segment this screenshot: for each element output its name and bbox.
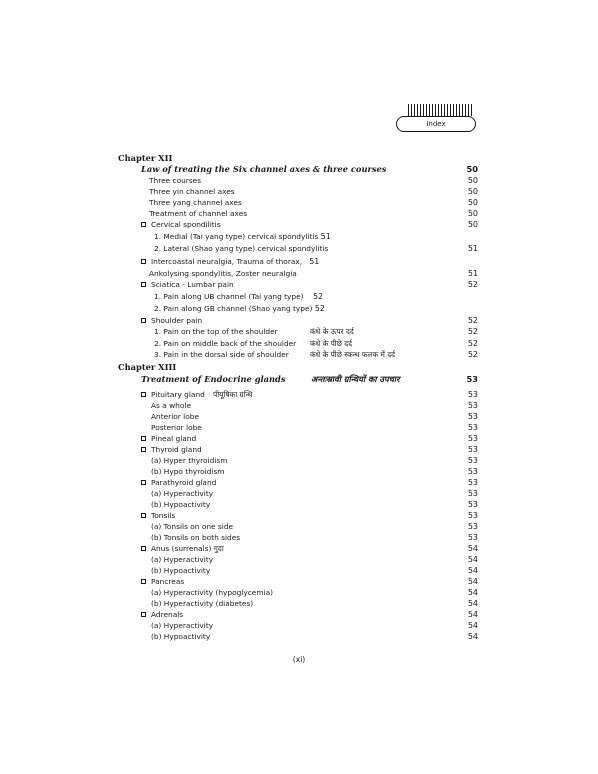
- index-entry: [0, 187, 598, 198]
- index-entry: [0, 533, 598, 544]
- index-entry: [0, 220, 598, 231]
- index-entry: [0, 445, 598, 456]
- checkbox-bullet-icon: [141, 513, 146, 518]
- entry-text: Three yin channel axes: [149, 187, 235, 196]
- page-number: 54: [467, 577, 478, 586]
- entry-hindi-text: कंधे के पीछे दर्द: [310, 339, 353, 348]
- entry-text: 3. Pain in the dorsal side of shoulder: [154, 350, 289, 359]
- checkbox-bullet-icon: [141, 259, 146, 264]
- page-footer-number: (xi): [292, 655, 306, 664]
- page-number: 53: [467, 412, 478, 421]
- entry-text: (a) Hyperactivity (hypoglycemia): [151, 588, 273, 597]
- entry-text: [151, 257, 319, 268]
- index-entry: [0, 500, 598, 511]
- chapter-title: Treatment of Endocrine glands: [141, 374, 286, 384]
- index-entry: [0, 412, 598, 423]
- index-entry: [0, 327, 598, 338]
- entry-text: Posterior lobe: [151, 423, 202, 432]
- checkbox-bullet-icon: [141, 282, 146, 287]
- entry-text: (b) Hyperactivity (diabetes): [151, 599, 254, 608]
- entry-text: [154, 304, 325, 315]
- entry-text: As a whole: [151, 401, 191, 410]
- entry-text: Three yang channel axes: [149, 198, 242, 207]
- page-number: 50: [467, 220, 478, 229]
- index-entry: [0, 511, 598, 522]
- index-entry: [0, 244, 598, 255]
- chapter-title-row: [0, 374, 598, 385]
- index-tab-label: Index: [396, 116, 476, 132]
- page-number: 54: [467, 632, 478, 641]
- entry-text: Cervical spondilitis: [151, 220, 221, 229]
- page-number: 54: [467, 544, 478, 553]
- entry-text: Sciatica - Lumbar pain: [151, 280, 234, 289]
- entry-text: Ankolysing spondylitis, Zoster neuralgia: [149, 269, 297, 278]
- entry-text: (b) Hypoactivity: [151, 566, 211, 575]
- page-number: 52: [467, 350, 478, 359]
- checkbox-bullet-icon: [141, 436, 146, 441]
- page-number: 53: [467, 467, 478, 476]
- entry-text: [154, 292, 323, 303]
- index-entry: [0, 434, 598, 445]
- page-number: 52: [467, 280, 478, 289]
- entry-hindi-text: कंधे के पीछे स्कन्ध फलक में दर्द: [310, 350, 396, 359]
- index-entry: [0, 467, 598, 478]
- chapter-label: Chapter XII: [118, 153, 173, 163]
- entry-text: Pancreas: [151, 577, 185, 586]
- entry-text: (a) Hyperactivity: [151, 489, 214, 498]
- checkbox-bullet-icon: [141, 612, 146, 617]
- entry-hindi-text: कंधे के ऊपर दर्द: [310, 327, 354, 336]
- entry-text: [154, 232, 331, 243]
- index-entry: [0, 577, 598, 588]
- index-entry: [0, 350, 598, 361]
- entry-text: Treatment of channel axes: [149, 209, 248, 218]
- entry-text: (b) Tonsils on both sides: [151, 533, 241, 542]
- checkbox-bullet-icon: [141, 480, 146, 485]
- page-number: 53: [467, 434, 478, 443]
- index-entry: [0, 209, 598, 220]
- inline-page-number: 51: [309, 257, 320, 266]
- chapter-title: Law of treating the Six channel axes & three courses: [141, 164, 387, 174]
- page-number: 50: [467, 209, 478, 218]
- page-number: 54: [467, 610, 478, 619]
- page-number: 54: [467, 621, 478, 630]
- index-entry: [0, 566, 598, 577]
- page-number: 53: [467, 522, 478, 531]
- entry-label: Intercoastal neuralgia, Trauma of thorax,: [151, 257, 303, 266]
- page-number: 50: [467, 176, 478, 185]
- page-number: 53: [467, 489, 478, 498]
- entry-text: (a) Tonsils on one side: [151, 522, 234, 531]
- entry-text: Shoulder pain: [151, 316, 203, 325]
- page-number: 53: [466, 374, 478, 384]
- checkbox-bullet-icon: [141, 318, 146, 323]
- checkbox-bullet-icon: [141, 447, 146, 452]
- inline-page-number: 51: [320, 232, 331, 241]
- entry-text: (a) Hyper thyroidism: [151, 456, 228, 465]
- entry-hindi-text: गुदा: [213, 544, 224, 553]
- entry-text: Three courses: [149, 176, 202, 185]
- page-number: 53: [467, 423, 478, 432]
- entry-label: 1. Medial (Tai yang type) cervical spondylitis: [154, 232, 319, 241]
- checkbox-bullet-icon: [141, 222, 146, 227]
- entry-label: Anus (surrenals): [151, 544, 212, 553]
- chapter-title-row: [0, 164, 598, 175]
- page-number: 52: [467, 327, 478, 336]
- index-entry: [0, 401, 598, 412]
- index-entry: [0, 232, 598, 243]
- entry-text: (b) Hypoactivity: [151, 500, 211, 509]
- page-number: 52: [467, 339, 478, 348]
- index-entry: [0, 423, 598, 434]
- entry-text: 2. Lateral (Shao yang type) cervical spondylitis: [154, 244, 329, 253]
- index-entry: [0, 292, 598, 303]
- index-entry: [0, 621, 598, 632]
- checkbox-bullet-icon: [141, 546, 146, 551]
- page-number: 53: [467, 511, 478, 520]
- page-number: 53: [467, 390, 478, 399]
- page-number: 54: [467, 588, 478, 597]
- page-number: 51: [467, 269, 478, 278]
- inline-page-number: 52: [312, 292, 324, 301]
- page-number: 54: [467, 599, 478, 608]
- page-number: 52: [467, 316, 478, 325]
- page-number: 54: [467, 555, 478, 564]
- page-number: 53: [467, 478, 478, 487]
- chapter-heading: [0, 362, 598, 373]
- page-number: 53: [467, 500, 478, 509]
- entry-text: Anterior lobe: [151, 412, 199, 421]
- entry-text: Tonsils: [151, 511, 176, 520]
- index-entry: [0, 269, 598, 280]
- entry-text: (b) Hypo thyroidism: [151, 467, 225, 476]
- entry-text: [151, 544, 224, 555]
- index-entry: [0, 280, 598, 291]
- index-entry: [0, 257, 598, 268]
- page-number: 53: [467, 401, 478, 410]
- entry-text: Thyroid gland: [151, 445, 202, 454]
- index-entry: [0, 610, 598, 621]
- entry-text: Pineal gland: [151, 434, 197, 443]
- entry-text: Adrenals: [151, 610, 184, 619]
- page-number: 53: [467, 456, 478, 465]
- checkbox-bullet-icon: [141, 392, 146, 397]
- index-entry: [0, 316, 598, 327]
- entry-hindi-text: पीयूषिका ग्रन्थि: [213, 390, 253, 399]
- entry-text: (a) Hyperactivity: [151, 555, 214, 564]
- chapter-hindi-title: अन्तःस्रावी ग्रन्थियों का उपचार: [311, 374, 400, 384]
- index-entry: [0, 544, 598, 555]
- index-entry: [0, 456, 598, 467]
- entry-text: (b) Hypoactivity: [151, 632, 211, 641]
- index-entry: [0, 339, 598, 350]
- index-entry: [0, 632, 598, 643]
- index-entry: [0, 588, 598, 599]
- page-number: 54: [467, 566, 478, 575]
- entry-text: Pituitary gland: [151, 390, 205, 399]
- index-entry: [0, 176, 598, 187]
- index-entry: [0, 555, 598, 566]
- chapter-heading: [0, 153, 598, 164]
- page-number: 50: [467, 187, 478, 196]
- index-entry: [0, 304, 598, 315]
- page-number: 50: [467, 198, 478, 207]
- index-entry: [0, 599, 598, 610]
- entry-text: 1. Pain on the top of the shoulder: [154, 327, 278, 336]
- entry-text: (a) Hyperactivity: [151, 621, 214, 630]
- chapter-label: Chapter XIII: [118, 362, 177, 372]
- entry-label: 2. Pain along GB channel (Shao yang type): [154, 304, 313, 313]
- page-number: 53: [467, 533, 478, 542]
- index-entry: [0, 198, 598, 209]
- index-entry: [0, 478, 598, 489]
- entry-text: 2. Pain on middle back of the shoulder: [154, 339, 297, 348]
- entry-text: Parathyroid gland: [151, 478, 217, 487]
- index-entry: [0, 390, 598, 401]
- inline-page-number: 52: [314, 304, 325, 313]
- index-entry: [0, 522, 598, 533]
- page-number: 51: [467, 244, 478, 253]
- page-number: 50: [466, 164, 478, 174]
- checkbox-bullet-icon: [141, 579, 146, 584]
- index-entry: [0, 489, 598, 500]
- page-number: 53: [467, 445, 478, 454]
- entry-label: 1. Pain along UB channel (Tai yang type): [154, 292, 304, 301]
